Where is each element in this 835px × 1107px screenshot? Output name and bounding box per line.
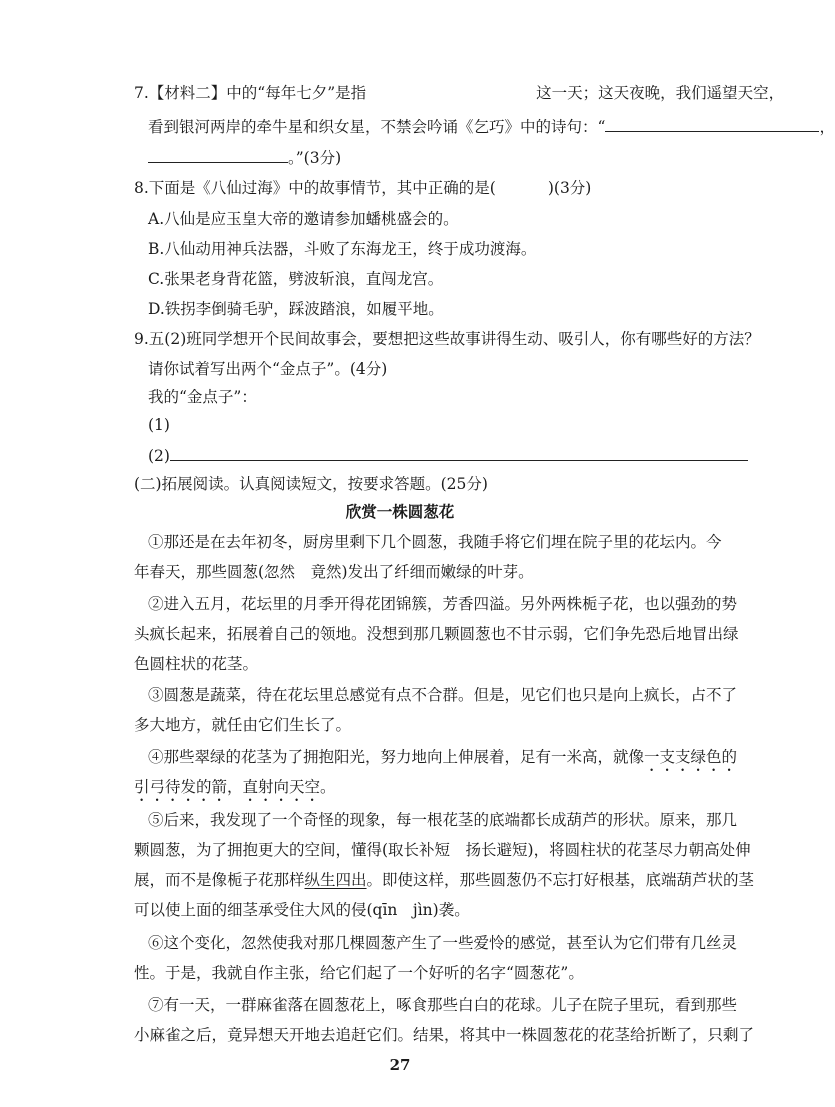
q9-line-2: 请你试着写出两个“金点子”。(4分) bbox=[148, 360, 388, 378]
q7-text-line3-end: 。”(3分) bbox=[288, 149, 342, 167]
q9-line-1: 9.五(2)班同学想开个民间故事会，要想把这些故事讲得生动、吸引人，你有哪些好的方法？ bbox=[134, 330, 760, 348]
article-title: 欣赏一株圆葱花 bbox=[345, 503, 455, 521]
q9-item-1-label: (1) bbox=[148, 416, 170, 434]
q7-blank-poem-1[interactable] bbox=[605, 115, 819, 132]
p4-emphasis-2: 引弓待发的箭，直射向天空 bbox=[134, 778, 321, 796]
p5-line-1: ⑤后来，我发现了一个奇怪的现象，每一根花茎的底端都长成葫芦的形状。原来，那几 bbox=[148, 811, 738, 829]
p6-line-1: ⑥这个变化，忽然使我对那几棵圆葱产生了一些爱怜的感觉，甚至认为它们带有几丝灵 bbox=[148, 934, 738, 952]
p1-line-1: ①那还是在去年初冬，厨房里剩下几个圆葱，我随手将它们埋在院子里的花坛内。今 bbox=[148, 533, 722, 551]
q8-option-a: A.八仙是应玉皇大帝的邀请参加蟠桃盛会的。 bbox=[148, 210, 459, 228]
page-number: 27 bbox=[389, 1056, 411, 1074]
q9-answer-line-2[interactable] bbox=[170, 444, 748, 461]
p4-line-2-end: 。 bbox=[320, 778, 336, 796]
p5-line-3-part-a: 展，而不是像栀子花那样 bbox=[134, 871, 305, 889]
p4-line-2 bbox=[134, 776, 336, 805]
q9-item-1 bbox=[148, 414, 170, 436]
p5-line-3-part-c: 。即使这样，那些圆葱仍不忘打好根基，底端葫芦状的茎 bbox=[366, 871, 755, 889]
q7-blank-poem-2[interactable] bbox=[148, 146, 288, 163]
p2-line-2: 头疯长起来，拓展着自己的领地。没想到那几颗圆葱也不甘示弱，它们争先恐后地冒出绿 bbox=[134, 625, 739, 643]
q7-text-line2-end: ， bbox=[819, 118, 835, 136]
q8-option-c: C.张果老身背花篮，劈波斩浪，直闯龙宫。 bbox=[148, 270, 444, 288]
p7-line-1: ⑦有一天，一群麻雀落在圆葱花上，啄食那些白白的花球。儿子在院子里玩，看到那些 bbox=[148, 996, 738, 1014]
q7-blank-festival[interactable] bbox=[366, 82, 536, 98]
q8-stem bbox=[134, 177, 591, 199]
q9-line-3: 我的“金点子”： bbox=[148, 388, 257, 406]
q8-stem-end: )(3分) bbox=[547, 179, 592, 197]
p5-line-2: 颗圆葱，为了拥抱更大的空间，懂得(取长补短 扬长避短)，将圆柱状的花茎尽力朝高处伸 bbox=[134, 841, 751, 859]
q8-option-d: D.铁拐李倒骑毛驴，踩波踏浪，如履平地。 bbox=[148, 300, 444, 318]
section2-heading: (二)拓展阅读。认真阅读短文，按要求答题。(25分) bbox=[134, 475, 488, 493]
p3-line-2: 多大地方，就任由它们生长了。 bbox=[134, 716, 352, 734]
q9-item-2 bbox=[148, 444, 748, 467]
p4-line-1-text: ④那些翠绿的花茎为了拥抱阳光，努力地向上伸展着，足有一米高，就像 bbox=[148, 748, 645, 766]
p4-line-1 bbox=[148, 746, 737, 775]
q8-stem-text: 8.下面是《八仙过海》中的故事情节，其中正确的是( bbox=[134, 179, 496, 197]
q9-item-2-label: (2) bbox=[148, 447, 170, 465]
q7-text-part2: 这一天；这天夜晚，我们遥望天空， bbox=[536, 84, 785, 102]
q7-line-3 bbox=[148, 146, 341, 169]
p5-line-3 bbox=[134, 869, 754, 891]
p5-line-4: 可以使上面的细茎承受住大风的侵(qīn jìn)袭。 bbox=[134, 901, 470, 919]
p2-line-1: ②进入五月，花坛里的月季开得花团锦簇，芳香四溢。另外两株栀子花，也以强劲的势 bbox=[148, 595, 738, 613]
p1-line-2: 年春天，那些圆葱(忽然 竟然)发出了纤细而嫩绿的叶芽。 bbox=[134, 563, 534, 581]
p3-line-1: ③圆葱是蔬菜，待在花坛里总感觉有点不合群。但是，见它们也只是向上疯长，占不了 bbox=[148, 686, 738, 704]
q8-option-b: B.八仙动用神兵法器，斗败了东海龙王，终于成功渡海。 bbox=[148, 240, 537, 258]
q7-line-2 bbox=[148, 115, 835, 138]
p5-underlined-phrase: 纵生四出 bbox=[304, 871, 367, 889]
q7-text-part1: 7.【材料二】中的“每年七夕”是指 bbox=[134, 84, 367, 102]
p2-line-3: 色圆柱状的花茎。 bbox=[134, 655, 259, 673]
q7-line-1 bbox=[134, 82, 784, 104]
p4-emphasis-1: 一支支绿色的 bbox=[644, 748, 738, 766]
p7-line-2: 小麻雀之后，竟异想天开地去追赶它们。结果，将其中一株圆葱花的花茎给折断了，只剩了 bbox=[134, 1026, 755, 1044]
q7-text-line2: 看到银河两岸的牵牛星和织女星，不禁会吟诵《乞巧》中的诗句：“ bbox=[148, 118, 606, 136]
p6-line-2: 性。于是，我就自作主张，给它们起了一个好听的名字“圆葱花”。 bbox=[134, 964, 584, 982]
